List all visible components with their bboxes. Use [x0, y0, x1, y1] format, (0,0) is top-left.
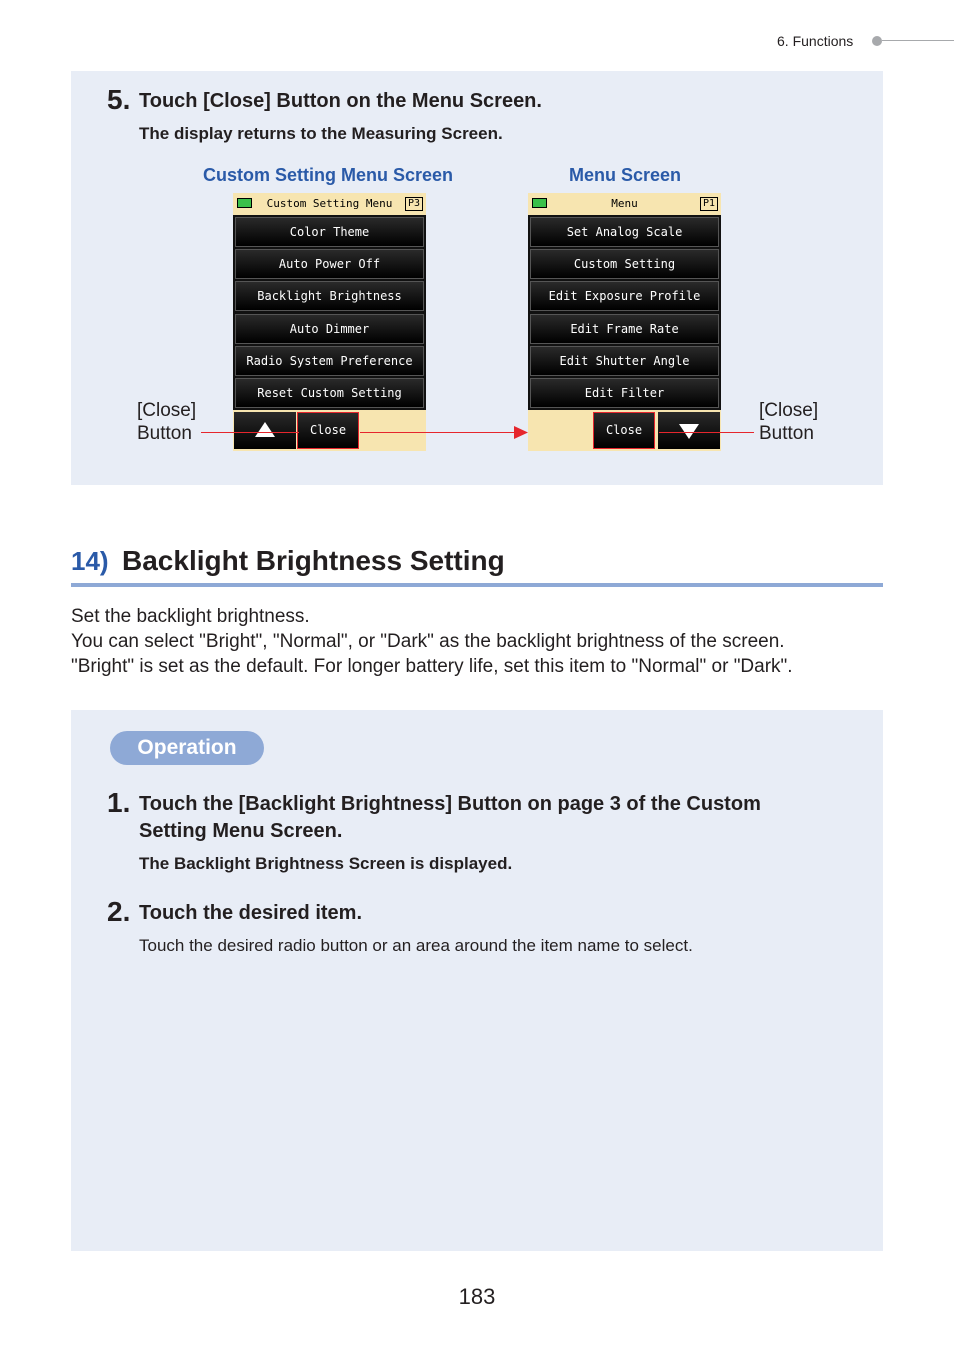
screen-bottom-bar [233, 410, 426, 451]
menu-item-backlight-brightness[interactable]: Backlight Brightness [235, 281, 424, 311]
menu-item-custom-setting[interactable]: Custom Setting [530, 249, 719, 279]
intro-paragraph: You can select "Bright", "Normal", or "Dark" as the backlight brightness of the screen. [71, 631, 785, 652]
section-number: 14) [71, 546, 109, 576]
callout-line: Button [759, 423, 814, 444]
menu-item-reset-custom-setting[interactable]: Reset Custom Setting [235, 378, 424, 408]
down-arrow-icon [658, 412, 720, 449]
page-number: 183 [458, 1284, 496, 1309]
step5-subtitle: The display returns to the Measuring Screen. [139, 124, 503, 143]
page-indicator: P3 [405, 197, 423, 211]
menu-item-radio-system-preference[interactable]: Radio System Preference [235, 346, 424, 376]
menu-item-edit-filter[interactable]: Edit Filter [530, 378, 719, 408]
op-step2-number: 2. [107, 896, 131, 927]
menu-item-edit-exposure-profile[interactable]: Edit Exposure Profile [530, 281, 719, 311]
callout-line: Button [137, 423, 192, 444]
step5-title: Touch [Close] Button on the Menu Screen. [139, 90, 542, 112]
step5-number: 5. [107, 84, 131, 115]
intro-paragraph: Set the backlight brightness. [71, 606, 310, 627]
menu-screen [528, 193, 721, 451]
screen-bottom-bar [528, 410, 721, 451]
screen-title: Custom Setting Menu [266, 197, 393, 210]
header-bullet [872, 36, 882, 46]
callout-line: [Close] [759, 400, 819, 421]
status-bar [233, 193, 426, 215]
menu-item-color-theme[interactable]: Color Theme [235, 217, 424, 247]
page-down-button[interactable] [658, 412, 720, 449]
op-step1-title-line: Touch the [Backlight Brightness] Button on page 3 of the Custom [139, 793, 761, 815]
up-arrow-icon [234, 412, 296, 449]
menu-item-set-analog-scale[interactable]: Set Analog Scale [530, 217, 719, 247]
running-header: 6. Functions [777, 33, 854, 49]
transition-arrow-icon [514, 426, 528, 439]
right-close-callout [759, 399, 818, 445]
op-step1-number: 1. [107, 787, 131, 818]
close-button[interactable]: Close [593, 412, 655, 449]
screen-title: Menu [611, 197, 638, 210]
menu-item-auto-power-off[interactable]: Auto Power Off [235, 249, 424, 279]
menu-item-auto-dimmer[interactable]: Auto Dimmer [235, 314, 424, 344]
menu-item-edit-frame-rate[interactable]: Edit Frame Rate [530, 314, 719, 344]
right-screen-caption: Menu Screen [569, 165, 682, 185]
close-button[interactable]: Close [297, 412, 359, 449]
status-bar [528, 193, 721, 215]
menu-item-edit-shutter-angle[interactable]: Edit Shutter Angle [530, 346, 719, 376]
transition-arrow-line [360, 432, 516, 433]
left-close-callout [137, 399, 196, 445]
op-step2-note: Touch the desired radio button or an area around the item name to select. [139, 936, 693, 955]
right-callout-leader [659, 432, 754, 433]
custom-setting-menu-screen [233, 193, 426, 451]
intro-paragraph: "Bright" is set as the default. For longer battery life, set this item to "Normal" or "Dark". [71, 656, 793, 677]
section-title: Backlight Brightness Setting [122, 545, 505, 576]
op-step1-note: The Backlight Brightness Screen is displayed. [139, 854, 513, 873]
left-screen-caption: Custom Setting Menu Screen [203, 165, 454, 185]
left-callout-leader [201, 432, 299, 433]
section-rule [71, 583, 883, 587]
callout-line: [Close] [137, 400, 197, 421]
op-step1-title-line: Setting Menu Screen. [139, 820, 343, 842]
header-rule [882, 40, 954, 41]
op-step2-title-line: Touch the desired item. [139, 902, 362, 924]
operation-badge: Operation [110, 731, 264, 765]
page-up-button[interactable] [234, 412, 296, 449]
page-indicator: P1 [700, 197, 718, 211]
